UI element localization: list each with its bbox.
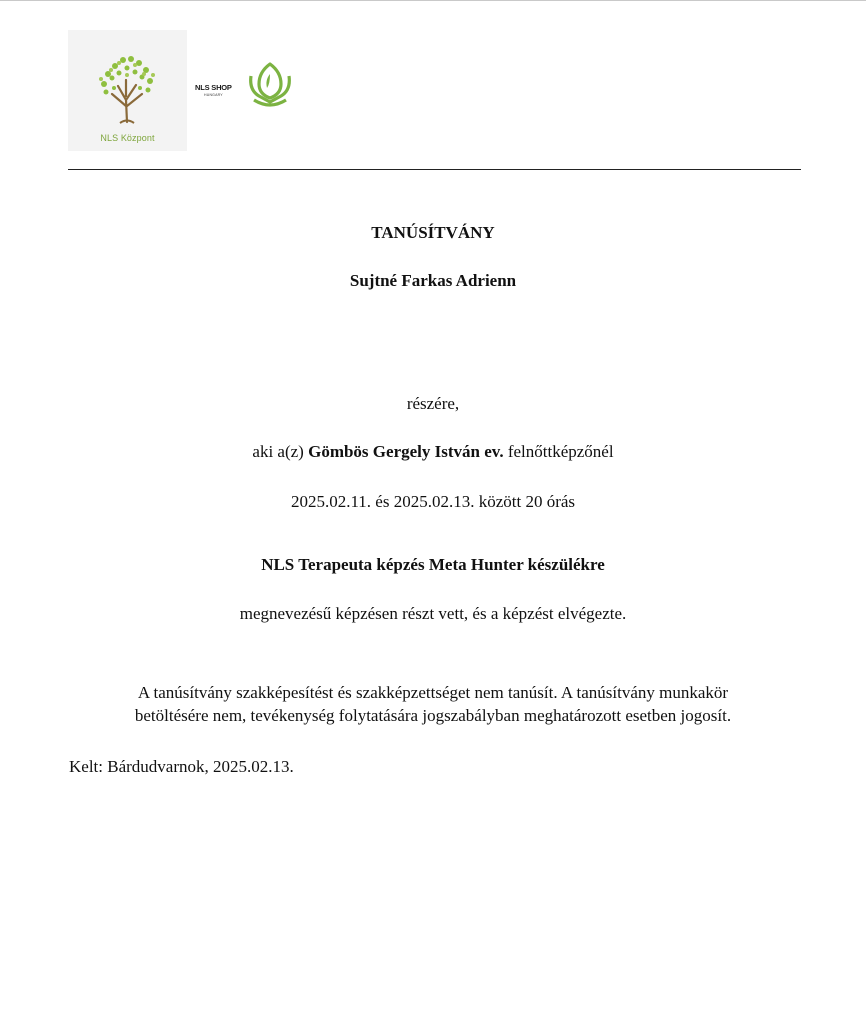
recipient-name: Sujtné Farkas Adrienn xyxy=(349,271,517,290)
provider-line xyxy=(0,442,866,462)
provider-prefix: aki a(z) xyxy=(252,442,304,461)
certificate-title: TANÚSÍTVÁNY xyxy=(371,223,495,242)
page-top-border xyxy=(0,0,866,1)
nls-kozpont-logo-text: NLS Központ xyxy=(100,133,155,143)
issued-place-date: Kelt: Bárdudvarnok, 2025.02.13. xyxy=(69,757,294,776)
nls-kozpont-logo xyxy=(68,30,187,151)
course-name: NLS Terapeuta képzés Meta Hunter készülékre xyxy=(261,555,605,574)
provider-suffix: felnőttképzőnél xyxy=(507,442,614,461)
nls-shop-logo-sub: HUNGARY xyxy=(204,93,223,97)
nls-shop-logo-name: NLS SHOP xyxy=(195,83,232,92)
completion-text: megnevezésű képzésen részt vett, és a képzést elvégezte. xyxy=(239,604,627,623)
disclaimer-line-2: betöltésére nem, tevékenység folytatására jogszabályban meghatározott esetben jogosít. xyxy=(134,706,732,725)
course-period: 2025.02.11. és 2025.02.13. között 20 órás xyxy=(290,492,576,511)
lotus-icon xyxy=(245,62,295,108)
disclaimer-line-1: A tanúsítvány szakképesítést és szakképzettséget nem tanúsít. A tanúsítvány munkakör xyxy=(137,683,729,702)
header-divider xyxy=(68,169,801,170)
provider-name: Gömbös Gergely István ev. xyxy=(308,442,504,461)
nls-shop-logo xyxy=(195,62,300,108)
for-text: részére, xyxy=(406,394,460,413)
